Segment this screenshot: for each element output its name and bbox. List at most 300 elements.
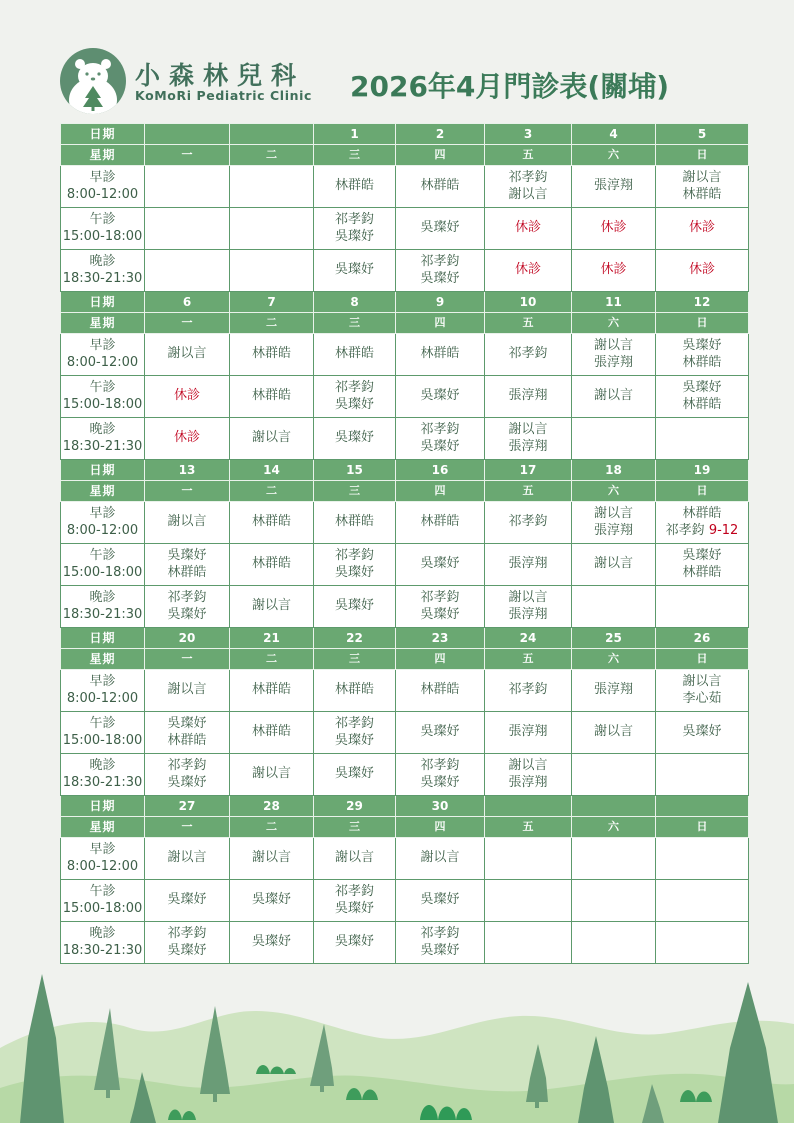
doctor-name: 吳璨妤 bbox=[682, 548, 722, 563]
doctor-cell bbox=[572, 502, 656, 544]
doctor-cell bbox=[572, 670, 656, 712]
weekday-cell: 二 bbox=[230, 817, 314, 838]
date-cell: 20 bbox=[145, 628, 230, 649]
doctor-cell bbox=[145, 544, 230, 586]
doctor-cell bbox=[145, 670, 230, 712]
doctor-name: 吳璨妤 bbox=[167, 606, 207, 622]
doctor-cell bbox=[230, 838, 314, 880]
doctor-cell bbox=[396, 712, 485, 754]
doctor-cell bbox=[572, 376, 656, 418]
date-cell: 27 bbox=[145, 796, 230, 817]
doctor-cell bbox=[396, 502, 485, 544]
doctor-name: 吳璨妤 bbox=[682, 380, 722, 395]
doctor-name: 吳璨妤 bbox=[334, 732, 374, 748]
clinic-name-chinese: 小森林兒科 bbox=[135, 61, 306, 90]
doctor-name: 林群皓 bbox=[334, 346, 374, 362]
session-label bbox=[61, 838, 145, 880]
session-row bbox=[61, 754, 749, 796]
date-cell: 4 bbox=[572, 124, 656, 145]
session-label bbox=[61, 880, 145, 922]
doctor-cell bbox=[485, 838, 572, 880]
doctor-name: 祁孝鈞 bbox=[508, 346, 548, 362]
date-cell bbox=[230, 124, 314, 145]
doctor-name: 謝以言 bbox=[593, 338, 633, 353]
session-row bbox=[61, 586, 749, 628]
doctor-name: 吳璨妤 bbox=[251, 934, 291, 950]
doctor-name: 張淳翔 bbox=[593, 522, 633, 538]
doctor-cell bbox=[572, 586, 656, 628]
doctor-name: 吳璨妤 bbox=[420, 606, 460, 622]
doctor-cell bbox=[145, 418, 230, 460]
weekday-cell: 六 bbox=[572, 313, 656, 334]
doctor-cell bbox=[572, 334, 656, 376]
date-cell: 9 bbox=[396, 292, 485, 313]
doctor-name: 張淳翔 bbox=[508, 606, 548, 622]
doctor-name: 謝以言 bbox=[251, 850, 291, 866]
doctor-name: 吳璨妤 bbox=[334, 900, 374, 916]
session-row bbox=[61, 250, 749, 292]
date-row bbox=[61, 124, 749, 145]
weekday-cell: 三 bbox=[314, 481, 396, 502]
doctor-cell bbox=[656, 922, 749, 964]
doctor-cell bbox=[396, 586, 485, 628]
doctor-name: 吳璨妤 bbox=[420, 270, 460, 286]
session-label bbox=[61, 670, 145, 712]
session-name: 午診 bbox=[89, 548, 116, 563]
doctor-name: 林群皓 bbox=[167, 732, 207, 748]
weekday-cell: 日 bbox=[656, 649, 749, 670]
doctor-cell bbox=[230, 880, 314, 922]
session-name: 午診 bbox=[89, 716, 116, 731]
session-row bbox=[61, 208, 749, 250]
doctor-cell bbox=[314, 376, 396, 418]
doctor-cell bbox=[230, 544, 314, 586]
date-cell: 8 bbox=[314, 292, 396, 313]
weekday-cell: 三 bbox=[314, 313, 396, 334]
doctor-cell bbox=[145, 838, 230, 880]
date-cell: 11 bbox=[572, 292, 656, 313]
date-cell bbox=[572, 796, 656, 817]
doctor-name: 林群皓 bbox=[251, 724, 291, 740]
doctor-cell bbox=[485, 418, 572, 460]
doctor-cell bbox=[230, 712, 314, 754]
doctor-name: 謝以言 bbox=[508, 758, 548, 773]
doctor-name: 張淳翔 bbox=[508, 388, 548, 404]
session-label bbox=[61, 712, 145, 754]
session-time: 18:30-21:30 bbox=[62, 438, 143, 454]
doctor-cell bbox=[656, 376, 749, 418]
doctor-cell bbox=[656, 880, 749, 922]
weekday-cell: 五 bbox=[485, 313, 572, 334]
session-row bbox=[61, 334, 749, 376]
weekday-label: 星期 bbox=[61, 481, 145, 502]
doctor-name: 林群皓 bbox=[251, 388, 291, 404]
doctor-cell bbox=[230, 166, 314, 208]
weekday-cell: 二 bbox=[230, 481, 314, 502]
date-cell: 12 bbox=[656, 292, 749, 313]
weekday-cell: 二 bbox=[230, 649, 314, 670]
doctor-cell bbox=[145, 922, 230, 964]
weekday-cell: 日 bbox=[656, 145, 749, 166]
date-row bbox=[61, 292, 749, 313]
doctor-name: 吳璨妤 bbox=[682, 338, 722, 353]
doctor-name: 吳璨妤 bbox=[334, 598, 374, 614]
doctor-name: 林群皓 bbox=[167, 564, 207, 580]
session-time: 15:00-18:00 bbox=[62, 396, 143, 412]
doctor-cell bbox=[230, 250, 314, 292]
doctor-cell bbox=[314, 880, 396, 922]
doctor-cell bbox=[485, 544, 572, 586]
closed-label: 休診 bbox=[600, 220, 627, 236]
session-time: 8:00-12:00 bbox=[66, 522, 139, 538]
doctor-cell bbox=[656, 334, 749, 376]
doctor-cell bbox=[396, 670, 485, 712]
doctor-cell bbox=[656, 838, 749, 880]
doctor-cell bbox=[230, 208, 314, 250]
date-cell bbox=[485, 796, 572, 817]
session-row bbox=[61, 838, 749, 880]
clinic-logo bbox=[60, 48, 126, 114]
doctor-cell bbox=[314, 334, 396, 376]
session-row bbox=[61, 922, 749, 964]
weekday-cell: 五 bbox=[485, 817, 572, 838]
doctor-name: 吳璨妤 bbox=[167, 774, 207, 790]
session-time: 8:00-12:00 bbox=[66, 690, 139, 706]
doctor-name: 祁孝鈞 bbox=[167, 590, 207, 605]
doctor-name: 吳璨妤 bbox=[334, 262, 374, 278]
doctor-cell bbox=[314, 544, 396, 586]
doctor-cell bbox=[485, 880, 572, 922]
date-cell: 17 bbox=[485, 460, 572, 481]
doctor-name: 祁孝鈞 bbox=[508, 682, 548, 698]
weekday-cell: 四 bbox=[396, 649, 485, 670]
doctor-name: 謝以言 bbox=[167, 682, 207, 698]
date-cell: 13 bbox=[145, 460, 230, 481]
session-name: 晚診 bbox=[89, 590, 116, 605]
session-time: 15:00-18:00 bbox=[62, 900, 143, 916]
doctor-name: 張淳翔 bbox=[593, 682, 633, 698]
doctor-cell bbox=[572, 166, 656, 208]
doctor-name: 謝以言 bbox=[167, 514, 207, 530]
doctor-cell bbox=[485, 586, 572, 628]
session-time: 18:30-21:30 bbox=[62, 774, 143, 790]
doctor-cell bbox=[230, 334, 314, 376]
session-name: 午診 bbox=[89, 380, 116, 395]
doctor-name: 林群皓 bbox=[682, 354, 722, 370]
session-row bbox=[61, 166, 749, 208]
session-row bbox=[61, 418, 749, 460]
date-label: 日期 bbox=[61, 460, 145, 481]
hour-range-note: 9-12 bbox=[708, 522, 739, 538]
date-cell: 30 bbox=[396, 796, 485, 817]
session-time: 8:00-12:00 bbox=[66, 354, 139, 370]
doctor-name: 祁孝鈞 bbox=[334, 716, 374, 731]
doctor-name: 謝以言 bbox=[420, 850, 460, 866]
session-name: 早診 bbox=[89, 842, 116, 857]
doctor-cell bbox=[485, 250, 572, 292]
doctor-name: 李心茹 bbox=[682, 690, 722, 706]
date-cell: 7 bbox=[230, 292, 314, 313]
weekday-cell: 六 bbox=[572, 649, 656, 670]
doctor-name: 林群皓 bbox=[334, 682, 374, 698]
date-cell: 26 bbox=[656, 628, 749, 649]
schedule-table bbox=[60, 123, 749, 964]
session-row bbox=[61, 712, 749, 754]
doctor-cell bbox=[314, 418, 396, 460]
doctor-cell bbox=[230, 670, 314, 712]
doctor-cell bbox=[656, 418, 749, 460]
weekday-cell: 五 bbox=[485, 145, 572, 166]
closed-label: 休診 bbox=[688, 262, 715, 278]
doctor-cell bbox=[145, 166, 230, 208]
doctor-name: 吳璨妤 bbox=[167, 548, 207, 563]
session-name: 早診 bbox=[89, 170, 116, 185]
doctor-name: 張淳翔 bbox=[508, 774, 548, 790]
doctor-cell bbox=[396, 376, 485, 418]
weekday-cell: 四 bbox=[396, 481, 485, 502]
doctor-cell bbox=[572, 544, 656, 586]
doctor-name: 吳璨妤 bbox=[420, 556, 460, 572]
closed-label: 休診 bbox=[173, 430, 200, 446]
doctor-cell bbox=[314, 754, 396, 796]
doctor-cell bbox=[572, 250, 656, 292]
session-name: 早診 bbox=[89, 674, 116, 689]
doctor-cell bbox=[145, 880, 230, 922]
doctor-name: 吳璨妤 bbox=[334, 430, 374, 446]
doctor-cell bbox=[572, 838, 656, 880]
doctor-cell bbox=[656, 670, 749, 712]
date-cell: 3 bbox=[485, 124, 572, 145]
doctor-name: 謝以言 bbox=[251, 766, 291, 782]
session-label bbox=[61, 250, 145, 292]
doctor-cell bbox=[485, 502, 572, 544]
doctor-name: 吳璨妤 bbox=[167, 942, 207, 958]
session-name: 午診 bbox=[89, 884, 116, 899]
doctor-cell bbox=[314, 838, 396, 880]
session-name: 午診 bbox=[89, 212, 116, 227]
doctor-name: 林群皓 bbox=[420, 346, 460, 362]
doctor-cell bbox=[572, 922, 656, 964]
doctor-cell bbox=[656, 586, 749, 628]
doctor-cell bbox=[230, 586, 314, 628]
doctor-name: 吳璨妤 bbox=[420, 724, 460, 740]
doctor-cell bbox=[485, 334, 572, 376]
doctor-cell bbox=[656, 754, 749, 796]
doctor-name: 謝以言 bbox=[251, 430, 291, 446]
date-cell: 22 bbox=[314, 628, 396, 649]
session-label bbox=[61, 208, 145, 250]
doctor-cell bbox=[314, 586, 396, 628]
doctor-cell bbox=[485, 754, 572, 796]
date-cell: 28 bbox=[230, 796, 314, 817]
doctor-name: 祁孝鈞 bbox=[420, 422, 460, 437]
weekday-cell: 一 bbox=[145, 649, 230, 670]
doctor-name: 林群皓 bbox=[682, 396, 722, 412]
session-name: 晚診 bbox=[89, 758, 116, 773]
doctor-name: 張淳翔 bbox=[508, 438, 548, 454]
doctor-name: 祁孝鈞 9-12 bbox=[665, 522, 739, 538]
date-label: 日期 bbox=[61, 292, 145, 313]
doctor-cell bbox=[396, 334, 485, 376]
doctor-name: 林群皓 bbox=[251, 346, 291, 362]
doctor-name: 吳璨妤 bbox=[420, 774, 460, 790]
doctor-name: 祁孝鈞 bbox=[167, 926, 207, 941]
doctor-cell bbox=[314, 502, 396, 544]
doctor-name: 張淳翔 bbox=[593, 354, 633, 370]
doctor-cell bbox=[485, 670, 572, 712]
doctor-name: 祁孝鈞 bbox=[334, 212, 374, 227]
doctor-name: 祁孝鈞 bbox=[167, 758, 207, 773]
doctor-name: 謝以言 bbox=[508, 590, 548, 605]
doctor-cell bbox=[656, 166, 749, 208]
weekday-cell: 一 bbox=[145, 481, 230, 502]
session-label bbox=[61, 334, 145, 376]
session-row bbox=[61, 880, 749, 922]
doctor-cell bbox=[145, 502, 230, 544]
doctor-name: 祁孝鈞 bbox=[420, 590, 460, 605]
doctor-cell bbox=[314, 670, 396, 712]
bear-with-tree-icon bbox=[60, 48, 126, 114]
date-cell: 15 bbox=[314, 460, 396, 481]
closed-label: 休診 bbox=[173, 388, 200, 404]
doctor-cell bbox=[230, 922, 314, 964]
weekday-cell: 四 bbox=[396, 313, 485, 334]
doctor-name: 謝以言 bbox=[593, 388, 633, 404]
doctor-name: 林群皓 bbox=[420, 178, 460, 194]
weekday-cell: 一 bbox=[145, 313, 230, 334]
doctor-name: 吳璨妤 bbox=[167, 716, 207, 731]
weekday-label: 星期 bbox=[61, 145, 145, 166]
weekday-cell: 六 bbox=[572, 481, 656, 502]
date-cell: 16 bbox=[396, 460, 485, 481]
doctor-name: 吳璨妤 bbox=[167, 892, 207, 908]
doctor-cell bbox=[145, 208, 230, 250]
doctor-cell bbox=[572, 208, 656, 250]
date-cell: 5 bbox=[656, 124, 749, 145]
doctor-name: 林群皓 bbox=[334, 178, 374, 194]
date-row bbox=[61, 460, 749, 481]
weekday-row bbox=[61, 649, 749, 670]
doctor-name: 林群皓 bbox=[251, 556, 291, 572]
session-name: 早診 bbox=[89, 338, 116, 353]
weekday-cell: 三 bbox=[314, 649, 396, 670]
doctor-name: 祁孝鈞 bbox=[334, 380, 374, 395]
doctor-cell bbox=[314, 208, 396, 250]
doctor-name: 謝以言 bbox=[593, 506, 633, 521]
doctor-cell bbox=[485, 166, 572, 208]
doctor-cell bbox=[396, 922, 485, 964]
doctor-name: 謝以言 bbox=[251, 598, 291, 614]
weekday-cell: 五 bbox=[485, 481, 572, 502]
date-row bbox=[61, 796, 749, 817]
doctor-cell bbox=[656, 544, 749, 586]
date-cell: 18 bbox=[572, 460, 656, 481]
doctor-name: 祁孝鈞 bbox=[508, 170, 548, 185]
doctor-cell bbox=[145, 586, 230, 628]
doctor-cell bbox=[396, 418, 485, 460]
doctor-name: 吳璨妤 bbox=[420, 388, 460, 404]
doctor-cell bbox=[145, 250, 230, 292]
date-cell bbox=[145, 124, 230, 145]
date-cell bbox=[656, 796, 749, 817]
weekday-cell: 五 bbox=[485, 649, 572, 670]
doctor-name: 林群皓 bbox=[682, 564, 722, 580]
forest-scenery bbox=[0, 968, 794, 1123]
doctor-name: 張淳翔 bbox=[508, 556, 548, 572]
session-label bbox=[61, 166, 145, 208]
session-time: 8:00-12:00 bbox=[66, 186, 139, 202]
doctor-cell bbox=[485, 208, 572, 250]
session-label bbox=[61, 754, 145, 796]
weekday-row bbox=[61, 145, 749, 166]
doctor-cell bbox=[656, 208, 749, 250]
weekday-cell: 四 bbox=[396, 817, 485, 838]
doctor-cell bbox=[572, 880, 656, 922]
doctor-name: 林群皓 bbox=[251, 682, 291, 698]
doctor-name: 祁孝鈞 bbox=[508, 514, 548, 530]
doctor-cell bbox=[396, 208, 485, 250]
doctor-cell bbox=[314, 250, 396, 292]
session-label bbox=[61, 502, 145, 544]
doctor-name: 林群皓 bbox=[334, 514, 374, 530]
doctor-cell bbox=[485, 712, 572, 754]
date-label: 日期 bbox=[61, 124, 145, 145]
doctor-name: 謝以言 bbox=[682, 674, 722, 689]
weekday-row bbox=[61, 313, 749, 334]
session-name: 晚診 bbox=[89, 422, 116, 437]
doctor-cell bbox=[396, 838, 485, 880]
weekday-cell: 三 bbox=[314, 817, 396, 838]
session-time: 18:30-21:30 bbox=[62, 270, 143, 286]
date-label: 日期 bbox=[61, 796, 145, 817]
date-cell: 29 bbox=[314, 796, 396, 817]
date-cell: 25 bbox=[572, 628, 656, 649]
session-label bbox=[61, 544, 145, 586]
doctor-cell bbox=[230, 376, 314, 418]
date-cell: 6 bbox=[145, 292, 230, 313]
session-time: 18:30-21:30 bbox=[62, 942, 143, 958]
doctor-name: 祁孝鈞 bbox=[420, 254, 460, 269]
session-time: 8:00-12:00 bbox=[66, 858, 139, 874]
clinic-schedule bbox=[60, 123, 748, 964]
doctor-name: 吳璨妤 bbox=[420, 438, 460, 454]
session-row bbox=[61, 544, 749, 586]
doctor-name: 林群皓 bbox=[420, 682, 460, 698]
date-cell: 23 bbox=[396, 628, 485, 649]
weekday-label: 星期 bbox=[61, 313, 145, 334]
session-time: 18:30-21:30 bbox=[62, 606, 143, 622]
weekday-row bbox=[61, 481, 749, 502]
doctor-cell bbox=[656, 712, 749, 754]
doctor-name: 張淳翔 bbox=[508, 724, 548, 740]
doctor-cell bbox=[396, 250, 485, 292]
weekday-label: 星期 bbox=[61, 817, 145, 838]
closed-label: 休診 bbox=[688, 220, 715, 236]
date-cell: 21 bbox=[230, 628, 314, 649]
session-name: 早診 bbox=[89, 506, 116, 521]
session-label bbox=[61, 418, 145, 460]
doctor-name: 謝以言 bbox=[682, 170, 722, 185]
weekday-cell: 一 bbox=[145, 145, 230, 166]
session-label bbox=[61, 376, 145, 418]
doctor-name: 謝以言 bbox=[508, 422, 548, 437]
session-label bbox=[61, 586, 145, 628]
weekday-cell: 一 bbox=[145, 817, 230, 838]
doctor-cell bbox=[396, 880, 485, 922]
doctor-name: 謝以言 bbox=[593, 556, 633, 572]
closed-label: 休診 bbox=[514, 220, 541, 236]
weekday-cell: 六 bbox=[572, 817, 656, 838]
